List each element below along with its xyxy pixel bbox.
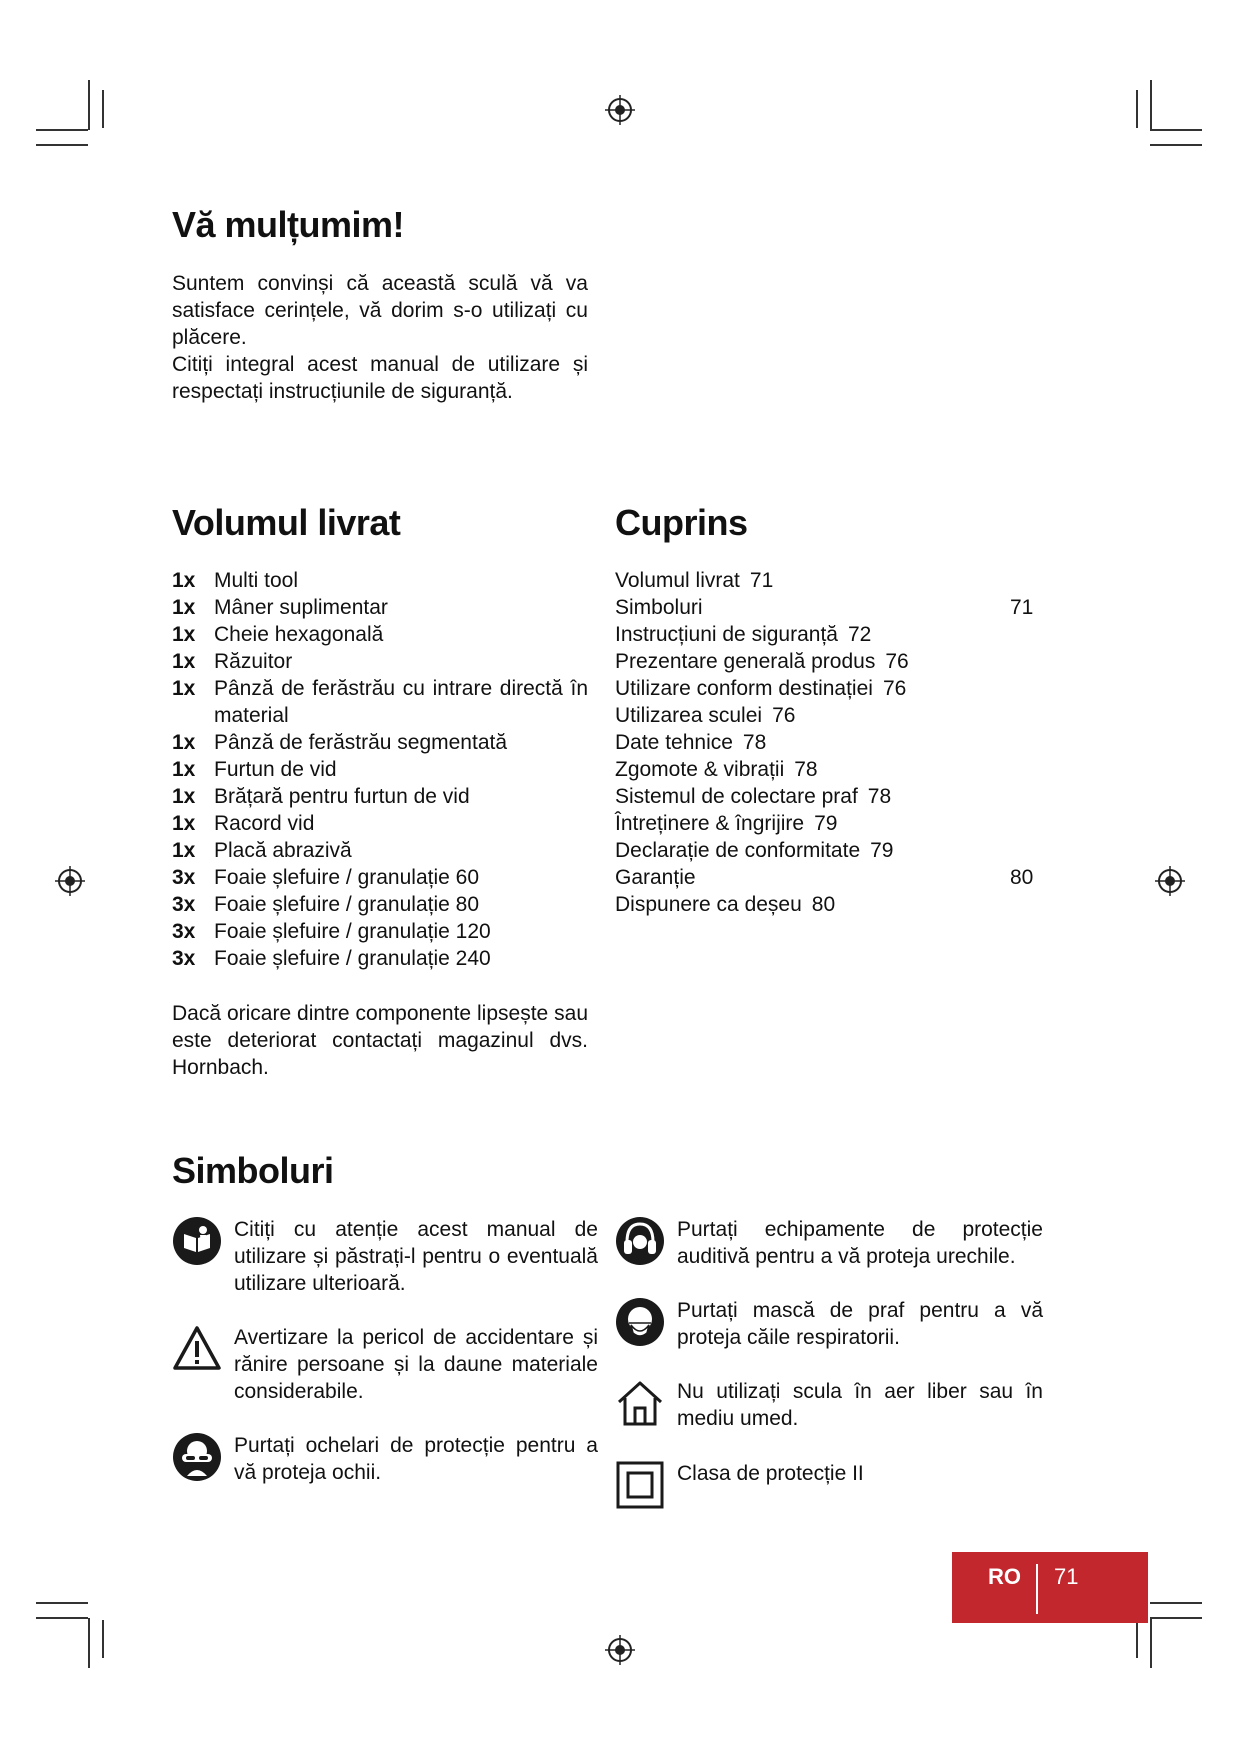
symbol-text: Avertizare la pericol de accidentare și rănire persoane și la daune materiale considerabile. bbox=[234, 1326, 598, 1403]
symbol-text: Purtați mască de praf pentru a vă proteja căile respiratorii. bbox=[677, 1299, 1043, 1349]
item-name: Pânză de ferăstrău cu intrare directă în material bbox=[214, 677, 588, 727]
toc-entry[interactable] bbox=[615, 648, 1035, 675]
item-name: Foaie șlefuire / granulație 80 bbox=[214, 893, 479, 916]
item-quantity: 3x bbox=[172, 920, 196, 943]
list-item bbox=[172, 621, 588, 648]
toc-label: Garanție bbox=[615, 866, 696, 889]
badge-divider bbox=[1036, 1564, 1038, 1614]
dust-mask-icon bbox=[615, 1297, 665, 1347]
delivery-title: Volumul livrat bbox=[172, 502, 401, 543]
toc-entry[interactable] bbox=[615, 567, 1035, 594]
registration-mark-icon bbox=[1154, 865, 1186, 897]
ear-protection-icon bbox=[615, 1216, 665, 1266]
toc-page: 80 bbox=[811, 893, 836, 916]
item-name: Mâner suplimentar bbox=[214, 596, 388, 619]
toc-label: Sistemul de colectare praf bbox=[615, 785, 858, 808]
thanks-title: Vă mulțumim! bbox=[172, 204, 405, 245]
warning-triangle-icon bbox=[172, 1324, 222, 1374]
symbol-text: Purtați ochelari de protecție pentru a vă proteja ochii. bbox=[234, 1434, 598, 1484]
toc-page: 76 bbox=[772, 704, 796, 727]
toc-label: Utilizarea sculei bbox=[615, 704, 763, 727]
toc-page: 79 bbox=[814, 812, 838, 835]
item-name: Furtun de vid bbox=[214, 758, 337, 781]
toc-page: 78 bbox=[742, 731, 767, 754]
list-item bbox=[172, 675, 588, 729]
delivery-note: Dacă oricare dintre componente lipsește sau este deteriorat contactați magazinul dvs. Hornbach. bbox=[172, 1002, 588, 1079]
indoor-use-only-icon bbox=[615, 1378, 665, 1428]
toc-page: 78 bbox=[867, 785, 892, 808]
toc-page: 72 bbox=[847, 623, 872, 646]
language-code: RO bbox=[988, 1564, 1021, 1589]
toc-page: 71 bbox=[1010, 596, 1034, 619]
item-quantity: 1x bbox=[172, 839, 196, 862]
item-name: Cheie hexagonală bbox=[214, 623, 384, 646]
toc-entry[interactable] bbox=[615, 675, 1035, 702]
symbol-text: Nu utilizați scula în aer liber sau în mediu umed. bbox=[677, 1380, 1043, 1430]
symbol-item bbox=[172, 1324, 598, 1405]
list-item bbox=[172, 594, 588, 621]
list-item bbox=[172, 864, 588, 891]
toc-label: Dispunere ca deșeu bbox=[615, 893, 802, 916]
list-item bbox=[172, 783, 588, 810]
item-quantity: 1x bbox=[172, 677, 196, 700]
toc-page: 80 bbox=[1010, 866, 1034, 889]
toc-label: Instrucțiuni de siguranță bbox=[615, 623, 838, 646]
toc-page: 78 bbox=[794, 758, 818, 781]
toc-label: Volumul livrat bbox=[615, 569, 740, 592]
thanks-paragraph: Citiți integral acest manual de utilizare și respectați instrucțiunile de siguranță. bbox=[172, 353, 588, 403]
item-name: Multi tool bbox=[214, 569, 299, 592]
toc-label: Prezentare generală produs bbox=[615, 650, 876, 673]
page-badge bbox=[952, 1552, 1148, 1623]
toc-label: Simboluri bbox=[615, 596, 703, 619]
symbol-item bbox=[615, 1378, 1043, 1432]
list-item bbox=[172, 648, 588, 675]
toc-label: Zgomote & vibrații bbox=[615, 758, 785, 781]
symbol-item bbox=[615, 1216, 1043, 1270]
toc-entry[interactable] bbox=[615, 702, 1035, 729]
toc-page: 76 bbox=[885, 650, 909, 673]
list-item bbox=[172, 945, 588, 972]
item-name: Foaie șlefuire / granulație 120 bbox=[214, 920, 491, 943]
item-name: Pânză de ferăstrău segmentată bbox=[214, 731, 508, 754]
item-quantity: 1x bbox=[172, 623, 196, 646]
symbols-title: Simboluri bbox=[172, 1150, 334, 1191]
symbol-item bbox=[615, 1297, 1043, 1351]
read-manual-icon bbox=[172, 1216, 222, 1266]
symbol-text: Purtați echipamente de protecție auditivă pentru a vă proteja urechile. bbox=[677, 1218, 1043, 1268]
item-quantity: 1x bbox=[172, 785, 196, 808]
thanks-text bbox=[172, 270, 588, 405]
toc-label: Declarație de conformitate bbox=[615, 839, 861, 862]
list-item bbox=[172, 729, 588, 756]
toc-page: 79 bbox=[870, 839, 894, 862]
toc-label: Întreținere & îngrijire bbox=[615, 812, 805, 835]
item-quantity: 1x bbox=[172, 596, 196, 619]
registration-mark-icon bbox=[604, 94, 636, 126]
item-name: Brățară pentru furtun de vid bbox=[214, 785, 470, 808]
toc-entry[interactable] bbox=[615, 729, 1035, 756]
toc-page: 71 bbox=[749, 569, 774, 592]
safety-goggles-icon bbox=[172, 1432, 222, 1482]
item-name: Foaie șlefuire / granulație 60 bbox=[214, 866, 479, 889]
item-name: Răzuitor bbox=[214, 650, 293, 673]
toc-entry[interactable] bbox=[615, 783, 1035, 810]
item-name: Placă abrazivă bbox=[214, 839, 352, 862]
toc-list bbox=[615, 567, 1035, 918]
symbol-text: Citiți cu atenție acest manual de utilizare și păstrați-l pentru o eventuală utilizare ulterioară. bbox=[234, 1218, 598, 1295]
toc-label: Date tehnice bbox=[615, 731, 733, 754]
symbol-item bbox=[615, 1460, 1043, 1510]
item-name: Racord vid bbox=[214, 812, 315, 835]
toc-entry[interactable] bbox=[615, 837, 1035, 864]
toc-entry[interactable] bbox=[615, 621, 1035, 648]
list-item bbox=[172, 918, 588, 945]
list-item bbox=[172, 567, 588, 594]
item-quantity: 3x bbox=[172, 947, 196, 970]
page-number: 71 bbox=[1054, 1564, 1079, 1589]
item-quantity: 1x bbox=[172, 731, 196, 754]
list-item bbox=[172, 837, 588, 864]
item-quantity: 3x bbox=[172, 866, 196, 889]
item-quantity: 1x bbox=[172, 569, 196, 592]
toc-entry[interactable] bbox=[615, 594, 1035, 621]
toc-entry[interactable] bbox=[615, 891, 1035, 918]
item-quantity: 1x bbox=[172, 758, 196, 781]
symbol-text: Clasa de protecție II bbox=[677, 1462, 864, 1485]
item-quantity: 1x bbox=[172, 650, 196, 673]
symbol-item bbox=[172, 1432, 598, 1486]
item-quantity: 1x bbox=[172, 812, 196, 835]
toc-entry[interactable] bbox=[615, 864, 1035, 891]
protection-class-ii-icon bbox=[615, 1460, 665, 1510]
symbol-item bbox=[172, 1216, 598, 1297]
toc-entry[interactable] bbox=[615, 810, 1035, 837]
item-quantity: 3x bbox=[172, 893, 196, 916]
list-item bbox=[172, 891, 588, 918]
registration-mark-icon bbox=[54, 865, 86, 897]
toc-page: 76 bbox=[882, 677, 907, 700]
delivery-list bbox=[172, 567, 588, 972]
toc-label: Utilizare conform destinației bbox=[615, 677, 873, 700]
list-item bbox=[172, 810, 588, 837]
registration-mark-icon bbox=[604, 1634, 636, 1666]
item-name: Foaie șlefuire / granulație 240 bbox=[214, 947, 491, 970]
toc-title: Cuprins bbox=[615, 502, 748, 543]
list-item bbox=[172, 756, 588, 783]
toc-entry[interactable] bbox=[615, 756, 1035, 783]
thanks-paragraph: Suntem convinși că această sculă vă va satisface cerințele, vă dorim s-o utilizați cu plăcere. bbox=[172, 272, 588, 349]
